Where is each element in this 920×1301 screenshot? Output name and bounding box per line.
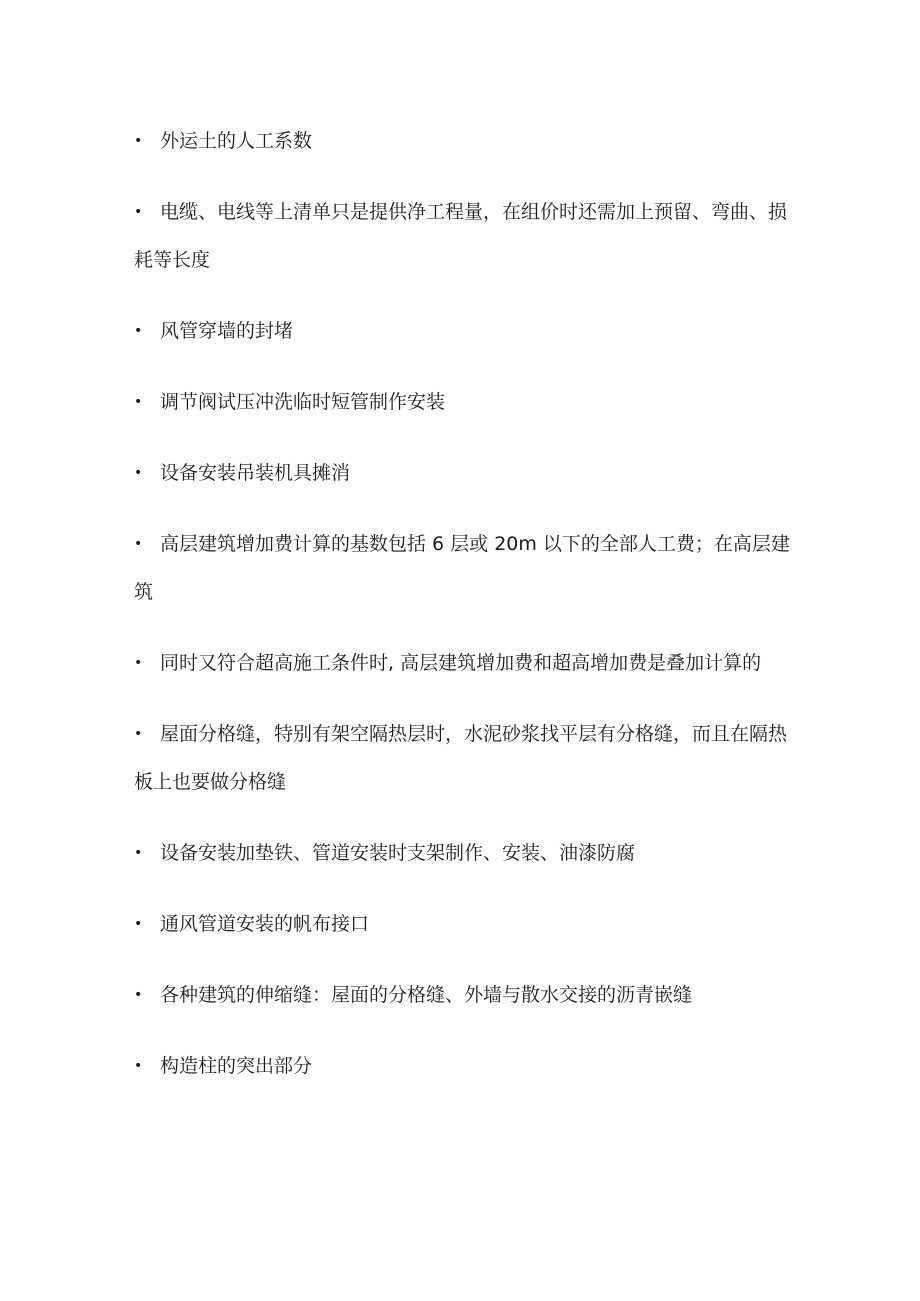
bullet-icon: • xyxy=(134,323,143,339)
bullet-icon: • xyxy=(134,536,143,552)
list-item xyxy=(134,1042,794,1090)
list-item xyxy=(134,829,794,877)
list-item-text: 同时又符合超高施工条件时, 高层建筑增加费和超高增加费是叠加计算的 xyxy=(160,652,762,674)
list-item-text: 设备安装吊装机具摊消 xyxy=(160,462,351,484)
list-item xyxy=(134,378,794,426)
list-item-text: 构造柱的突出部分 xyxy=(160,1055,313,1077)
list-item-text: 设备安装加垫铁、管道安装时支架制作、安装、油漆防腐 xyxy=(160,842,636,864)
list-item xyxy=(134,449,794,497)
list-item-text: 调节阀试压冲洗临时短管制作安装 xyxy=(160,391,446,413)
bullet-icon: • xyxy=(134,987,143,1003)
list-item xyxy=(134,307,794,355)
bullet-icon: • xyxy=(134,1058,143,1074)
list-item xyxy=(134,520,794,616)
list-item-text: 电缆、电线等上清单只是提供净工程量，在组价时还需加上预留、弯曲、损耗等长度 xyxy=(134,201,788,271)
list-item xyxy=(134,639,794,687)
list-item-text: 外运土的人工系数 xyxy=(160,130,313,152)
list-item xyxy=(134,188,794,284)
bullet-icon: • xyxy=(134,204,143,220)
list-item-text: 屋面分格缝，特别有架空隔热层时，水泥砂浆找平层有分格缝，而且在隔热板上也要做分格缝 xyxy=(134,723,788,793)
list-item-text: 各种建筑的伸缩缝：屋面的分格缝、外墙与散水交接的沥青嵌缝 xyxy=(160,984,693,1006)
bullet-icon: • xyxy=(134,394,143,410)
bullet-icon: • xyxy=(134,133,143,149)
bullet-icon: • xyxy=(134,916,143,932)
bullet-icon: • xyxy=(134,655,143,671)
list-item-text: 通风管道安装的帆布接口 xyxy=(160,913,370,935)
list-item xyxy=(134,710,794,806)
list-item xyxy=(134,900,794,948)
bullet-list xyxy=(134,117,794,1113)
list-item xyxy=(134,971,794,1019)
list-item xyxy=(134,117,794,165)
list-item-text: 高层建筑增加费计算的基数包括 6 层或 20m 以下的全部人工费；在高层建筑 xyxy=(134,533,790,603)
bullet-icon: • xyxy=(134,465,143,481)
list-item-text: 风管穿墙的封堵 xyxy=(160,320,294,342)
bullet-icon: • xyxy=(134,726,143,742)
bullet-icon: • xyxy=(134,845,143,861)
